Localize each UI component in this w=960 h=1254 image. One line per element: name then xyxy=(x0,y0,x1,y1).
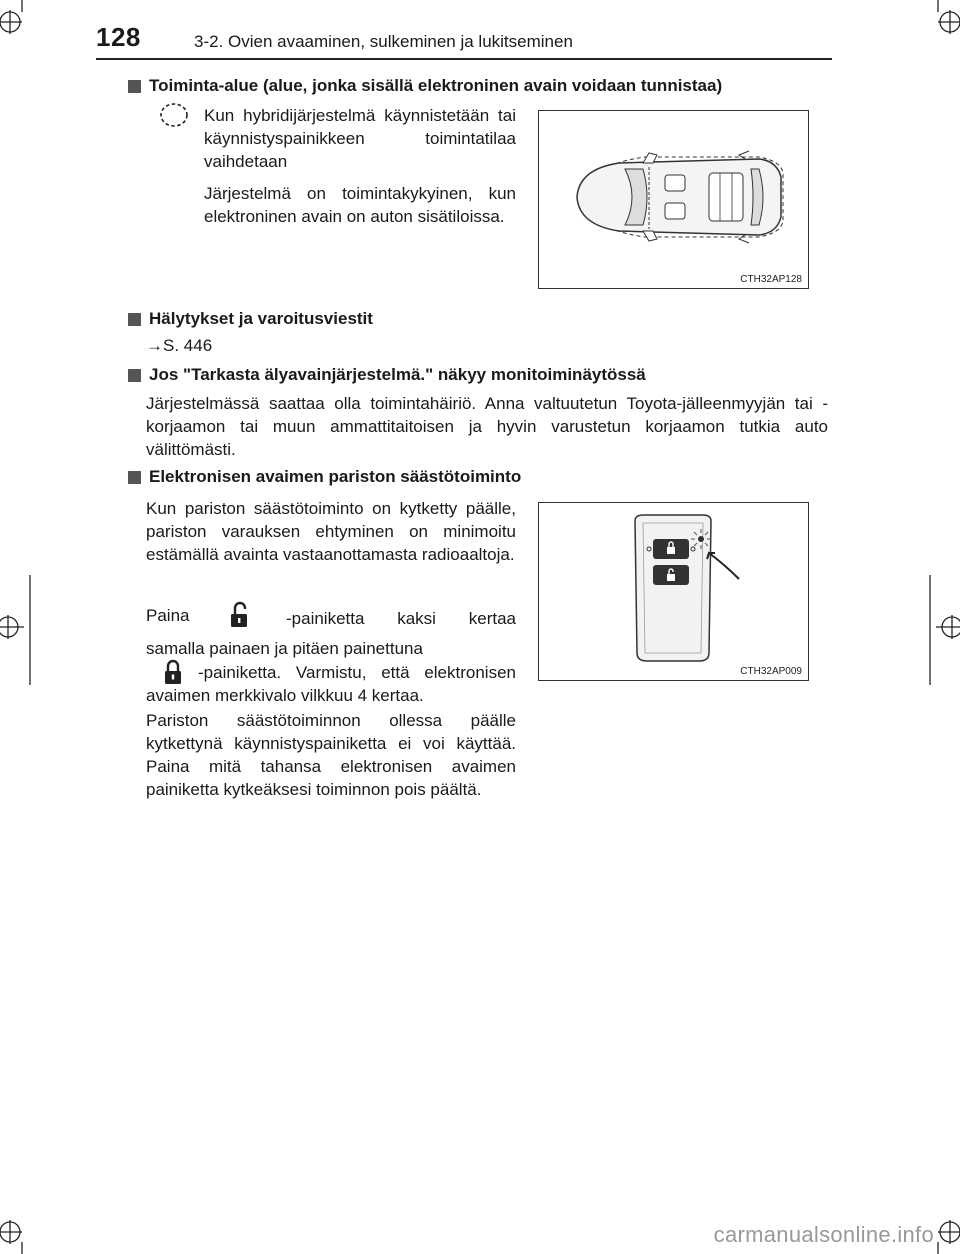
crop-mark-middle-right xyxy=(930,575,960,685)
section-bullet xyxy=(128,471,141,484)
car-top-view-illustration xyxy=(539,111,808,271)
battery-saving-paragraph-1: Kun pariston säästötoiminto on kytketty päälle, pariston varauksen ehtyminen on minimoitu estämällä avainta vastaanottamasta radioaaltoja. xyxy=(146,499,516,564)
range-paragraph-1: Kun hybridijärjestelmä käynnistetään tai käynnistyspainikkeen toimintatilaa vaihdetaan xyxy=(204,106,516,171)
crop-mark-top-right xyxy=(938,0,960,34)
section-heading-text: Jos "Tarkasta älyavainjärjestelmä." näkyy monitoiminäytössä xyxy=(149,365,646,384)
figure-smart-key xyxy=(538,502,809,681)
section-bullet xyxy=(128,80,141,93)
figure-code: CTH32AP128 xyxy=(740,274,802,285)
page-reference-link[interactable]: →S. 446 xyxy=(146,336,213,355)
section-heading-text: Elektronisen avaimen pariston säästötoiminto xyxy=(149,467,522,486)
dashed-circle-icon xyxy=(159,102,189,128)
chapter-title: 3-2. Ovien avaaminen, sulkeminen ja lukitseminen xyxy=(194,32,573,51)
crop-mark-bottom-left xyxy=(0,1220,22,1254)
crop-mark-middle-left xyxy=(0,575,30,685)
section-heading-check-system xyxy=(128,365,838,385)
section-heading-text: Hälytykset ja varoitusviestit xyxy=(149,309,373,328)
header-rule xyxy=(96,58,832,60)
crop-mark-bottom-right xyxy=(938,1220,960,1254)
section-bullet xyxy=(128,369,141,382)
section-heading-text: Toiminta-alue (alue, jonka sisällä elektroninen avain voidaan tunnistaa) xyxy=(149,76,723,95)
range-paragraph-2: Järjestelmä on toimintakykyinen, kun elektroninen avain on auton sisätiloissa. xyxy=(204,184,516,226)
press-instruction-2: -painiketta. Varmistu, että elektronisen avaimen merkkivalo vilkkuu 4 kertaa. xyxy=(146,663,516,705)
section-bullet xyxy=(128,313,141,326)
footer-watermark: carmanualsonline.info xyxy=(713,1222,934,1247)
section-heading-battery-saving xyxy=(128,467,828,487)
press-word: Paina xyxy=(146,606,190,625)
figure-code: CTH32AP009 xyxy=(740,666,802,677)
smart-key-illustration xyxy=(539,503,808,663)
page-number: 128 xyxy=(96,22,141,52)
section-heading-alarms xyxy=(128,309,828,329)
section-heading-operating-range xyxy=(128,76,838,96)
press-instruction-1: -painiketta kaksi kertaa samalla painaen ja pitäen painettuna xyxy=(146,609,516,658)
battery-saving-paragraph-3: Pariston säästötoiminnon ollessa päälle kytkettynä käynnistyspainiketta ei voi käyttää. Paina mitä tahansa elektronisen avaimen painiketta kytkeäksesi toiminnon pois päältä. xyxy=(146,711,516,799)
check-system-paragraph: Järjestelmässä saattaa olla toimintahäiriö. Anna valtuutetun Toyota-jälleenmyyjän tai -korjaamon tai muun ammattitaitoisen ja hyvin varustetun korjaamon tutkia auto välittömästi. xyxy=(146,394,828,459)
crop-mark-top-left xyxy=(0,0,22,34)
figure-car-range xyxy=(538,110,809,289)
